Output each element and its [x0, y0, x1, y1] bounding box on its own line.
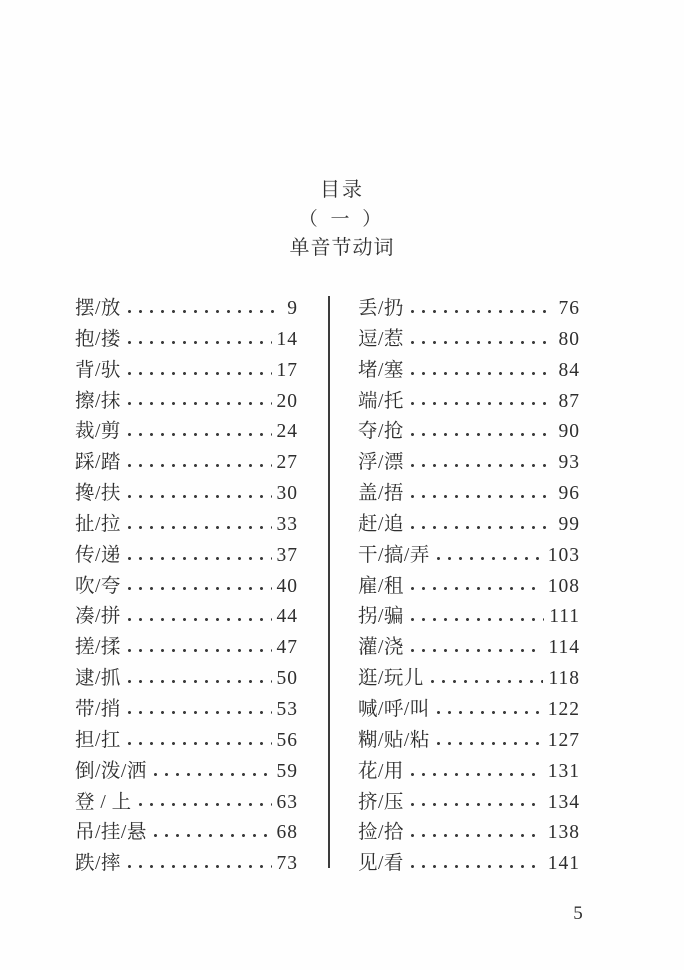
toc-entry-page-number: 68 [276, 822, 298, 844]
toc-right-column [358, 292, 580, 878]
toc-entry-page-number: 33 [276, 513, 298, 535]
toc-entry-page-number: 138 [547, 822, 580, 844]
toc-entry-term: 灌/浇 [358, 637, 404, 659]
toc-entry [358, 477, 580, 508]
toc-entry [75, 816, 298, 847]
toc-entry-term: 凑/拼 [75, 606, 121, 628]
toc-entry-term: 逗/惹 [358, 328, 404, 350]
toc-entry-page-number: 14 [276, 328, 298, 350]
toc-entry [358, 724, 580, 755]
toc-entry-term: 登 / 上 [75, 791, 132, 813]
dot-leader [407, 432, 554, 437]
toc-left-column [75, 292, 298, 878]
dot-leader [407, 802, 543, 807]
dot-leader [407, 371, 554, 376]
toc-title: 目录 [320, 179, 364, 201]
dot-leader [407, 617, 544, 622]
toc-entry [75, 662, 298, 693]
dot-leader [124, 401, 272, 406]
toc-entry-page-number: 24 [276, 421, 298, 443]
toc-entry-page-number: 59 [276, 760, 298, 782]
toc-entry-term: 拐/骗 [358, 606, 404, 628]
toc-entry [75, 724, 298, 755]
toc-entry-page-number: 76 [558, 298, 580, 319]
toc-entry-page-number: 103 [547, 544, 580, 566]
dot-leader [407, 340, 554, 345]
toc-entry [75, 292, 298, 323]
toc-entry-term: 传/递 [75, 544, 121, 566]
column-divider [328, 296, 330, 868]
toc-entry [358, 385, 580, 416]
dot-leader [124, 864, 272, 869]
dot-leader [124, 648, 272, 653]
toc-entry-term: 逮/抓 [75, 668, 121, 690]
toc-entry-page-number: 44 [276, 606, 298, 628]
toc-entry-page-number: 63 [276, 791, 298, 813]
dot-leader [124, 371, 272, 376]
toc-entry-term: 擦/抹 [75, 390, 121, 412]
toc-entry [358, 354, 580, 385]
toc-entry-term: 踩/踏 [75, 452, 121, 474]
toc-entry [358, 755, 580, 786]
toc-entry-page-number: 47 [276, 637, 298, 659]
dot-leader [124, 463, 272, 468]
toc-entry-page-number: 111 [549, 606, 580, 628]
toc-entry-page-number: 27 [276, 452, 298, 474]
toc-entry-term: 干/搞/弄 [358, 544, 430, 566]
toc-entry-term: 搓/揉 [75, 637, 121, 659]
toc-entry-term: 见/看 [358, 853, 404, 875]
toc-entry [75, 847, 298, 878]
toc-entry-term: 逛/玩儿 [358, 668, 424, 690]
toc-entry-term: 带/捎 [75, 698, 121, 720]
toc-entry [358, 631, 580, 662]
toc-entry-page-number: 114 [548, 637, 580, 659]
dot-leader [433, 710, 543, 715]
toc-entry-page-number: 73 [276, 853, 298, 875]
toc-entry-page-number: 127 [547, 729, 580, 751]
toc-entry-term: 背/驮 [75, 359, 121, 381]
dot-leader [150, 833, 272, 838]
dot-leader [124, 340, 272, 345]
toc-entry-term: 跌/摔 [75, 853, 121, 875]
toc-entry-page-number: 108 [547, 575, 580, 597]
toc-entry-page-number: 53 [276, 698, 298, 720]
dot-leader [407, 586, 543, 591]
toc-entry-term: 花/用 [358, 760, 404, 782]
toc-entry-term: 搀/扶 [75, 483, 121, 505]
toc-entry [358, 292, 580, 323]
toc-entry-page-number: 93 [558, 452, 580, 474]
toc-entry-term: 倒/泼/洒 [75, 760, 147, 782]
toc-entry-page-number: 9 [287, 298, 298, 319]
toc-entry [358, 816, 580, 847]
toc-entry-page-number: 99 [558, 513, 580, 535]
dot-leader [407, 494, 554, 499]
dot-leader [427, 679, 544, 684]
toc-entry [75, 354, 298, 385]
toc-subtitle: 单音节动词 [289, 237, 395, 259]
toc-entry [358, 446, 580, 477]
dot-leader [407, 309, 554, 314]
toc-entry-page-number: 40 [276, 575, 298, 597]
dot-leader [124, 617, 272, 622]
toc-entry-term: 吊/挂/悬 [75, 822, 147, 844]
toc-entry [75, 323, 298, 354]
toc-entry [75, 539, 298, 570]
dot-leader [124, 525, 272, 530]
toc-entry [75, 600, 298, 631]
toc-section-number: （ 一 ） [298, 209, 386, 230]
dot-leader [124, 710, 272, 715]
toc-entry [75, 508, 298, 539]
toc-entry-page-number: 134 [547, 791, 580, 813]
toc-entry [358, 508, 580, 539]
toc-entry [75, 755, 298, 786]
toc-entry-term: 捡/拾 [358, 822, 404, 844]
toc-entry-term: 糊/贴/粘 [358, 729, 430, 751]
toc-entry-term: 抱/搂 [75, 328, 121, 350]
dot-leader [135, 802, 272, 807]
toc-entry-term: 丢/扔 [358, 298, 404, 319]
toc-entry [75, 415, 298, 446]
toc-entry-page-number: 141 [547, 853, 580, 875]
toc-entry-term: 扯/拉 [75, 513, 121, 535]
dot-leader [407, 401, 554, 406]
toc-entry-term: 裁/剪 [75, 421, 121, 443]
toc-entry-page-number: 87 [558, 390, 580, 412]
dot-leader [124, 741, 272, 746]
dot-leader [150, 772, 272, 777]
toc-entry-page-number: 20 [276, 390, 298, 412]
toc-entry-term: 盖/捂 [358, 483, 404, 505]
toc-entry [75, 786, 298, 817]
toc-entry [75, 693, 298, 724]
folio-page-number: 5 [573, 903, 583, 924]
toc-entry [358, 539, 580, 570]
toc-entry [358, 600, 580, 631]
toc-entry-term: 挤/压 [358, 791, 404, 813]
toc-entry [358, 847, 580, 878]
toc-entry-page-number: 80 [558, 328, 580, 350]
toc-entry [75, 477, 298, 508]
toc-entry-page-number: 90 [558, 421, 580, 443]
toc-entry-term: 摆/放 [75, 298, 121, 319]
toc-entry-page-number: 118 [548, 668, 580, 690]
toc-entry [358, 786, 580, 817]
toc-entry-term: 赶/追 [358, 513, 404, 535]
toc-entry [358, 693, 580, 724]
toc-entry-term: 雇/租 [358, 575, 404, 597]
toc-entry [75, 631, 298, 662]
dot-leader [407, 772, 543, 777]
dot-leader [407, 463, 554, 468]
toc-entry-term: 端/托 [358, 390, 404, 412]
toc-entry [75, 385, 298, 416]
toc-entry-page-number: 30 [276, 483, 298, 505]
toc-entry-page-number: 50 [276, 668, 298, 690]
dot-leader [433, 556, 543, 561]
dot-leader [407, 648, 544, 653]
dot-leader [124, 432, 272, 437]
toc-entry [358, 662, 580, 693]
dot-leader [407, 864, 543, 869]
dot-leader [124, 494, 272, 499]
toc-entry [75, 446, 298, 477]
toc-entry-page-number: 84 [558, 359, 580, 381]
toc-header [0, 176, 684, 263]
toc-entry-term: 堵/塞 [358, 359, 404, 381]
toc-entry-page-number: 37 [276, 544, 298, 566]
dot-leader [124, 679, 272, 684]
dot-leader [407, 525, 554, 530]
toc-entry-page-number: 131 [547, 760, 580, 782]
dot-leader [124, 586, 272, 591]
dot-leader [124, 556, 272, 561]
toc-entry-term: 担/扛 [75, 729, 121, 751]
toc-entry-term: 吹/夸 [75, 575, 121, 597]
toc-entry-page-number: 96 [558, 483, 580, 505]
dot-leader [433, 741, 543, 746]
toc-entry-term: 夺/抢 [358, 421, 404, 443]
toc-entry-term: 浮/漂 [358, 452, 404, 474]
toc-body [75, 292, 580, 878]
toc-entry [358, 415, 580, 446]
toc-entry-term: 喊/呼/叫 [358, 698, 430, 720]
dot-leader [407, 833, 543, 838]
toc-entry-page-number: 56 [276, 729, 298, 751]
toc-entry-page-number: 17 [276, 359, 298, 381]
toc-entry [358, 323, 580, 354]
toc-entry [358, 570, 580, 601]
toc-entry [75, 570, 298, 601]
dot-leader [124, 309, 282, 314]
toc-entry-page-number: 122 [547, 698, 580, 720]
